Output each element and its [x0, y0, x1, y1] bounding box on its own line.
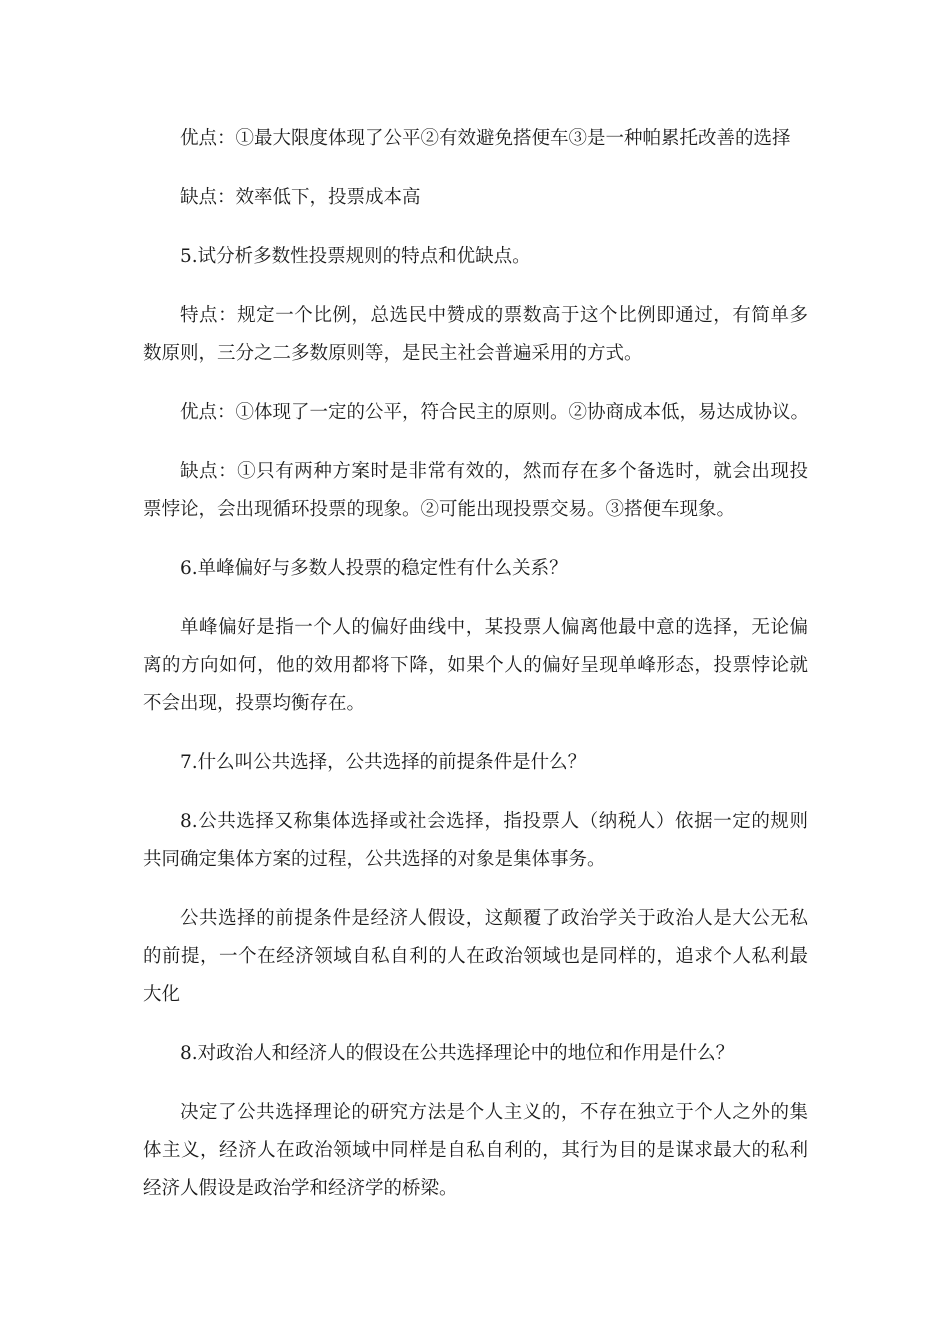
question-5: 5.试分析多数性投票规则的特点和优缺点。 — [180, 246, 531, 267]
answer-8: 决定了公共选择理论的研究方法是个人主义的，不存在独立于个人之外的集体主义，经济人在政治领域中同样是自私自利的，其行为目的是谋求最大的私利经济人假设是政治学和经济学的桥梁。 — [143, 1102, 808, 1199]
paragraph-features-majority: 特点：规定一个比例，总选民中赞成的票数高于这个比例即通过，有简单多数原则，三分之二多数原则等，是民主社会普遍采用的方式。 — [143, 305, 808, 364]
question-7: 7.什么叫公共选择，公共选择的前提条件是什么？ — [180, 752, 587, 773]
answer-6: 单峰偏好是指一个人的偏好曲线中，某投票人偏离他最中意的选择，无论偏离的方向如何，他的效用都将下降，如果个人的偏好呈现单峰形态，投票悖论就不会出现，投票均衡存在。 — [143, 617, 808, 714]
document-page — [143, 120, 808, 1229]
question-8: 8.对政治人和经济人的假设在公共选择理论中的地位和作用是什么？ — [180, 1043, 735, 1064]
question-6: 6.单峰偏好与多数人投票的稳定性有什么关系？ — [180, 558, 568, 579]
answer-7-definition: 8.公共选择又称集体选择或社会选择，指投票人（纳税人）依据一定的规则共同确定集体方案的过程，公共选择的对象是集体事务。 — [143, 811, 808, 870]
answer-7-premise: 公共选择的前提条件是经济人假设，这颠覆了政治学关于政治人是大公无私的前提，一个在经济领域自私自利的人在政治领域也是同样的，追求个人私利最大化 — [143, 908, 808, 1005]
paragraph-disadvantages-majority: 缺点：①只有两种方案时是非常有效的，然而存在多个备选时，就会出现投票悖论，会出现循环投票的现象。②可能出现投票交易。③搭便车现象。 — [143, 461, 808, 520]
paragraph-disadvantages-unanimity: 缺点：效率低下，投票成本高 — [180, 187, 421, 208]
paragraph-advantages-majority: 优点：①体现了一定的公平，符合民主的原则。②协商成本低，易达成协议。 — [180, 402, 810, 423]
paragraph-advantages-unanimity: 优点：①最大限度体现了公平②有效避免搭便车③是一种帕累托改善的选择 — [180, 128, 791, 149]
